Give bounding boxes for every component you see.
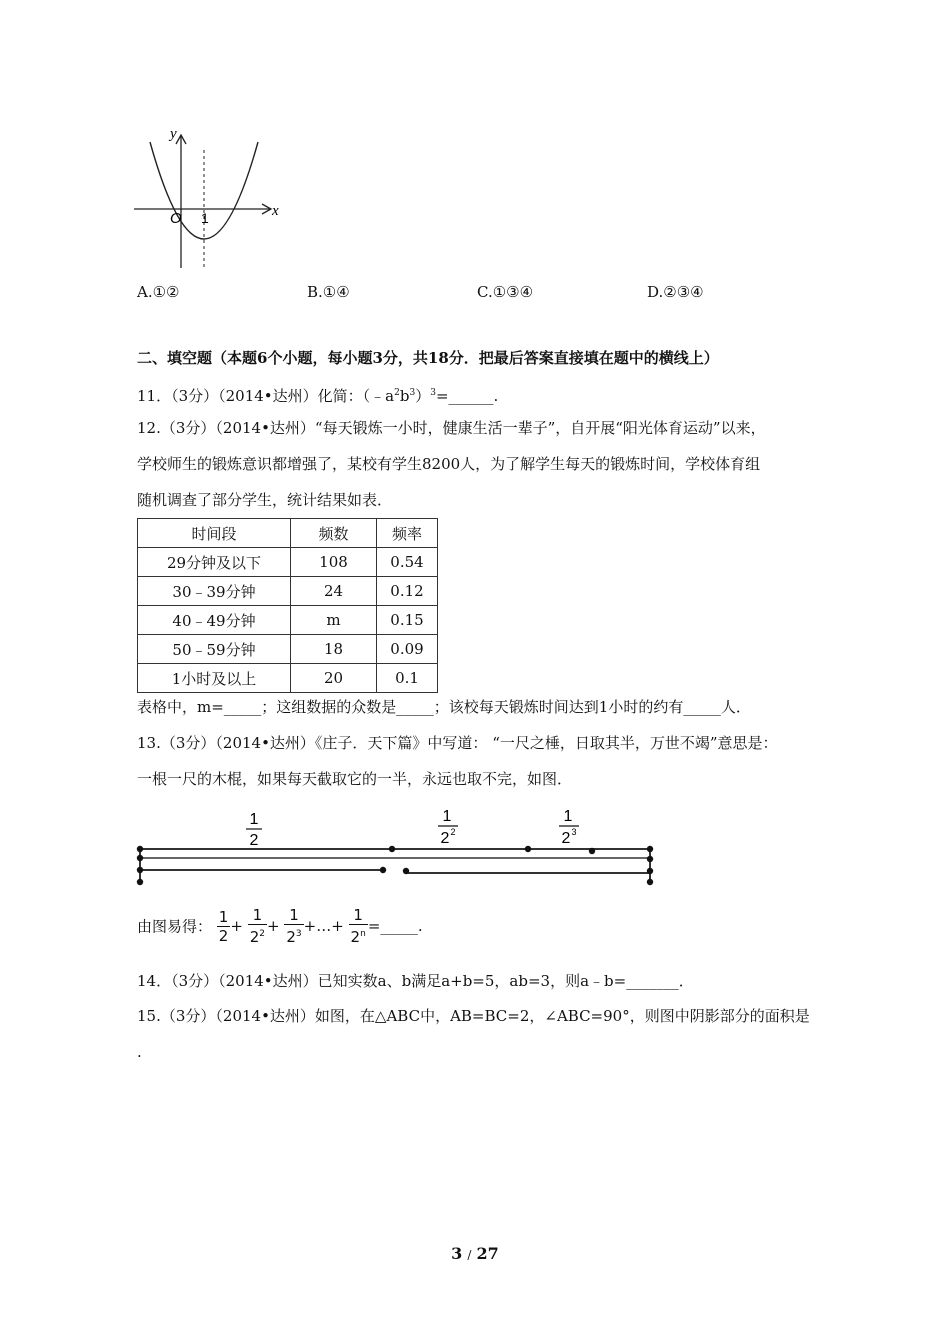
table-row [138, 664, 438, 693]
parabola-graph [130, 122, 290, 272]
table-cell: 50﹣59分钟 [138, 635, 291, 664]
table-cell: 24 [291, 577, 377, 606]
frequency-table [137, 518, 438, 693]
label-quarter-den: 2 [440, 830, 450, 847]
table-row [138, 606, 438, 635]
table-cell: 0.1 [377, 664, 438, 693]
question-12-line1: 12.（3分）（2014•达州）“每天锻炼一小时，健康生活一辈子”，自开展“阳光体育运动”以来， [137, 419, 766, 437]
question-15-line1: 15.（3分）（2014•达州）如图，在△ABC中，AB=BC=2，∠ABC=90°，则图中阴影部分的面积是 [137, 1007, 810, 1025]
option-b: B.①④ [307, 283, 350, 301]
question-14: 14．（3分）（2014•达州）已知实数a、b满足a+b=5，ab=3，则a﹣b=_______． [137, 972, 694, 990]
question-12-blanks: 表格中，m=_____；这组数据的众数是_____；该校每天锻炼时间达到1小时的约有_____人． [137, 698, 751, 716]
question-13-line2: 一根一尺的木棍，如果每天截取它的一半，永远也取不完，如图． [137, 770, 573, 788]
table-row [138, 577, 438, 606]
label-quarter-num: 1 [442, 808, 452, 825]
stick-halving-diagram [130, 805, 660, 890]
option-d: D.②③④ [647, 283, 704, 301]
table-cell: 30﹣39分钟 [138, 577, 291, 606]
table-header: 频率 [377, 519, 438, 548]
option-a: A.①② [137, 283, 180, 301]
question-12-line2: 学校师生的锻炼意识都增强了，某校有学生8200人，为了解学生每天的锻炼时间，学校体育组 [137, 455, 761, 473]
label-eighth-num: 1 [563, 808, 573, 825]
y-label: y [170, 126, 177, 142]
table-header-row [138, 519, 438, 548]
question-12-line3: 随机调查了部分学生，统计结果如表． [137, 491, 393, 509]
table-row [138, 635, 438, 664]
label-half-den: 2 [249, 832, 259, 849]
page-number: 3 / 27 [451, 1244, 499, 1263]
table-cell: 20 [291, 664, 377, 693]
label-quarter-exp: 2 [450, 827, 456, 837]
table-cell: 0.09 [377, 635, 438, 664]
table-cell: 18 [291, 635, 377, 664]
label-eighth-den: 2 [561, 830, 571, 847]
label-half-num: 1 [249, 811, 259, 828]
label-eighth-exp: 3 [571, 827, 577, 837]
section-title: 二、填空题（本题6个小题，每小题3分，共18分．把最后答案直接填在题中的横线上） [137, 349, 719, 367]
question-13-line1: 13.（3分）（2014•达州）《庄子．天下篇》中写道： “一尺之棰，日取其半，万世不竭”意思是： [137, 734, 778, 752]
table-row [138, 548, 438, 577]
question-13-formula: 由图易得： $\frac{1}{2}$ + $\frac{1}{2^2}$ + $\frac{1}{2^3}$ +…+ $\frac{1}{2^n}$ =_____. [137, 906, 423, 946]
table-cell: 108 [291, 548, 377, 577]
table-cell: 40﹣49分钟 [138, 606, 291, 635]
table-cell: 1小时及以上 [138, 664, 291, 693]
table-cell: 0.54 [377, 548, 438, 577]
table-header: 频数 [291, 519, 377, 548]
table-cell: 0.15 [377, 606, 438, 635]
question-11: 11．（3分）（2014•达州）化简：$(﹣a^2b^3)^3=\_\_\_\_\_\_$. [137, 387, 499, 405]
one-label: 1 [201, 210, 209, 226]
option-c: C.①③④ [477, 283, 534, 301]
origin-label: O [170, 210, 182, 227]
table-header: 时间段 [138, 519, 291, 548]
table-cell: m [291, 606, 377, 635]
question-15-line2: . [137, 1043, 142, 1061]
x-label: x [272, 203, 279, 219]
table-cell: 0.12 [377, 577, 438, 606]
table-cell: 29分钟及以下 [138, 548, 291, 577]
